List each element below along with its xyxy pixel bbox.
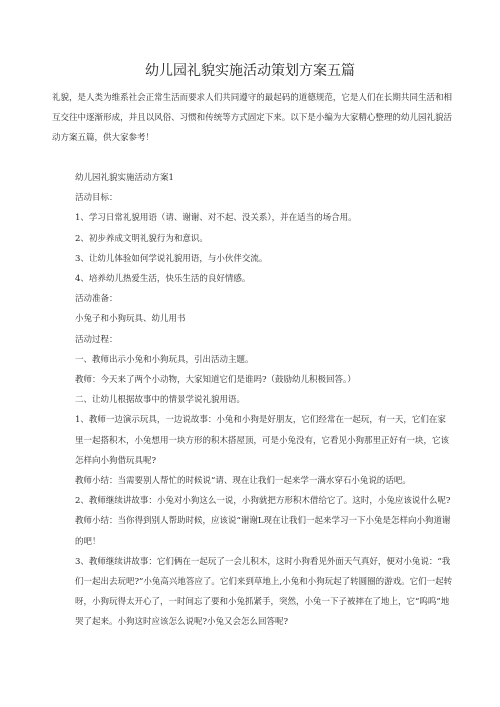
paragraph: 1、学习日常礼貌用语（请、谢谢、对不起、没关系），并在适当的场合用。 xyxy=(75,213,357,224)
paragraph: 教师：今天来了两个小动物，大家知道它们是谁吗?（鼓励幼儿积极回答。） xyxy=(75,375,356,386)
paragraph: 活动准备： xyxy=(75,294,118,305)
intro-paragraph xyxy=(52,88,452,148)
paragraph: 4、培养幼儿热爱生活，快乐生活的良好情感。 xyxy=(75,274,251,285)
intro-text: 礼貌，是人类为维系社会正常生活而要求人们共同遵守的最起码的道德规范，它是人们在长期共同生活和相互交往中逐渐形成，并且以风俗、习惯和传统等方式固定下来。以下是小编为大家精心整理的幼儿园礼貌活动方案五篇，供大家参考！ xyxy=(52,93,452,143)
document-body xyxy=(75,168,453,633)
paragraph: 3、教师继续讲故事：它们俩在一起玩了一会儿积木，这时小狗看见外面天气真好，便对小兔说：“我们一起出去玩吧?”小兔高兴地答应了。它们来到草地上,小兔和小狗玩起了转圆圈的游戏。它们一起转呀，小狗玩得太开心了，一时间忘了要和小兔抓紧手，突然，小兔一下子被摔在了地上，它“呜呜”地哭了起来。小狗这时应该怎么说呢?小兔又会怎么回答呢? xyxy=(75,556,453,628)
paragraph: 二、让幼儿根据故事中的情景学说礼貌用语。 xyxy=(75,395,246,406)
section-heading: 幼儿园礼貌实施活动方案1 xyxy=(75,173,174,183)
paragraph: 活动目标： xyxy=(75,193,118,204)
paragraph: 1、教师一边演示玩具，一边说故事：小兔和小狗是好朋友，它们经常在一起玩，有一天，它们在家里一起搭积木，小兔想用一块方形的积木搭屋顶，可是小兔没有，它看见小狗那里正好有一块，它该怎样向小狗借玩具呢? xyxy=(75,415,450,466)
paragraph: 2、教师继续讲故事：小兔对小狗这么一说，小狗就把方形积木借给它了。这时，小兔应该说什么呢? xyxy=(75,496,451,507)
paragraph: 3、让幼儿体验如何学说礼貌用语，与小伙伴交流。 xyxy=(75,253,268,264)
paragraph: 2、初步养成文明礼貌行为和意识。 xyxy=(75,233,208,244)
document-title: 幼儿园礼貌实施活动策划方案五篇 xyxy=(145,63,355,79)
paragraph: 教师小结：当你得到别人帮助时候，应该说“谢谢L现在让我们一起来学习一下小兔是怎样向小狗道谢的吧！ xyxy=(75,516,451,547)
paragraph: 教师小结：当需要别人帮忙的时候说“请、现在让我们一起来学一满水穿石小兔说的话吧。 xyxy=(75,476,411,487)
paragraph: 小兔子和小狗玩具、幼儿用书 xyxy=(75,314,186,325)
paragraph: 一、教师出示小兔和小狗玩具，引出活动主题。 xyxy=(75,354,254,365)
paragraph: 活动过程： xyxy=(75,334,118,345)
